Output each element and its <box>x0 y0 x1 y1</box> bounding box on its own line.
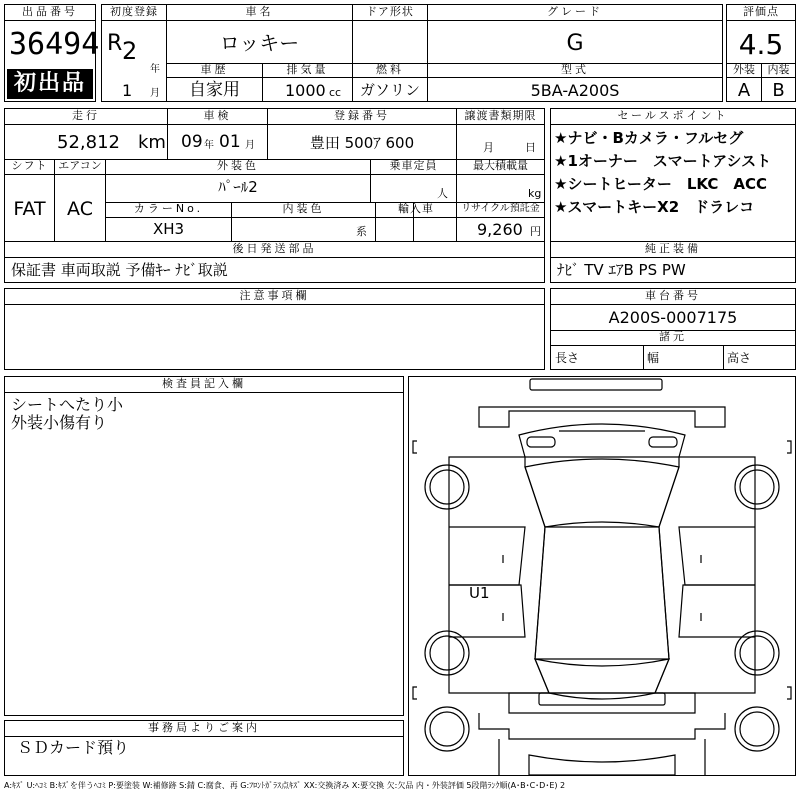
sales-point-item: ★スマートキーX2 ドラレコ <box>554 198 755 216</box>
later-parts-value: 保証書 車両取説 予備ｷｰ ﾅﾋﾞ取説 <box>11 261 228 279</box>
chassis-header: 車台番号 <box>645 289 701 302</box>
plate-header: 登録番号 <box>334 109 390 122</box>
lot-number: 36494 <box>9 27 100 62</box>
recycle-unit: 円 <box>530 225 541 238</box>
details-grid <box>4 108 545 242</box>
mileage-header: 走行 <box>72 109 100 122</box>
sales-point-item: ★ナビ・Bカメラ・フルセグ <box>554 129 744 147</box>
spec-width-label: 幅 <box>647 351 660 365</box>
mileage-unit: km <box>138 132 166 153</box>
legend: A:ｷｽﾞ U:ﾍｺﾐ B:ｷｽﾞを伴うﾍｺﾐ P:要塗装 W:補修跡 S:錆 C:腐食、再 G:ﾌﾛﾝﾄｶﾞﾗｽ点ｷｽﾞ XX:交換済み X:要交換 欠:欠品 内・外装評価 5段階ﾗﾝｸ順(A･B･C･D･E) 2 <box>4 781 566 790</box>
registration-era: R <box>107 31 123 56</box>
history-header: 車歴 <box>200 63 229 76</box>
displacement-value: 1000 <box>285 81 326 100</box>
fuel-value: ガソリン <box>359 81 420 99</box>
interior-color-header: 内装色 <box>282 202 325 215</box>
spec-length-label: 長さ <box>555 351 580 365</box>
model-header: 型式 <box>561 63 589 76</box>
grade-header: グレード <box>547 5 603 18</box>
inspector-note: 外装小傷有り <box>11 413 108 432</box>
grade-value: G <box>566 31 584 56</box>
first-listing-badge: 初出品 <box>7 69 93 99</box>
exterior-color-value: ﾊﾟｰﾙ2 <box>218 178 258 196</box>
capacity-unit: 人 <box>437 187 448 200</box>
registration-month: 1 <box>122 81 133 100</box>
score-box <box>726 4 796 102</box>
later-parts-box <box>4 241 545 283</box>
office-value: ＳＤカード預り <box>17 738 130 757</box>
inspection-month: 01 <box>219 132 241 152</box>
top-info-grid <box>101 4 723 102</box>
car-diagram-box <box>408 376 796 776</box>
sales-point-item: ★1オーナー スマートアシスト <box>554 152 772 170</box>
lot-box <box>4 4 100 102</box>
exterior-score: A <box>737 80 751 101</box>
max-load-unit: kg <box>528 187 542 200</box>
specs-header: 諸元 <box>659 330 687 343</box>
aircon-value: AC <box>67 198 93 220</box>
interior-color-unit: 系 <box>356 225 367 238</box>
chassis-box <box>550 288 796 370</box>
office-box <box>4 720 404 776</box>
color-no-value: XH3 <box>152 220 185 238</box>
genuine-equipment-value: ﾅﾋﾞ TV ｴｱB PS PW <box>557 261 686 279</box>
score-header: 評価点 <box>743 5 779 18</box>
recycle-header: リサイクル預託金 <box>461 203 540 214</box>
notes-header: 注意事項欄 <box>239 289 310 302</box>
genuine-equipment-box <box>550 241 796 283</box>
inspector-note: シートへたり小 <box>11 395 124 414</box>
import-header: 輸入車 <box>398 202 434 215</box>
interior-score: B <box>772 80 785 101</box>
score-value: 4.5 <box>738 28 784 61</box>
inspection-header: 車検 <box>203 109 232 122</box>
inspector-box <box>4 376 404 716</box>
transfer-day-unit: 日 <box>525 141 536 154</box>
capacity-header: 乗車定員 <box>389 159 438 172</box>
fuel-header: 燃料 <box>376 63 404 76</box>
later-parts-header: 後日発送部品 <box>232 242 317 255</box>
sales-points-box <box>550 108 796 242</box>
registration-month-unit: 月 <box>150 88 160 99</box>
inspection-year: 09 <box>181 132 203 152</box>
lot-header: 出品番号 <box>22 5 78 18</box>
car-name-header: 車名 <box>245 5 274 18</box>
shift-header: シフト <box>11 159 48 172</box>
damage-mark: U1 <box>469 584 490 602</box>
displacement-unit: cc <box>329 86 342 99</box>
exterior-color-header: 外装色 <box>217 159 259 172</box>
history-value: 自家用 <box>189 80 240 100</box>
sales-points-header: セールスポイント <box>617 109 729 122</box>
registration-header: 初度登録 <box>110 5 158 18</box>
model-value: 5BA-A200S <box>530 81 620 100</box>
notes-box <box>4 288 545 370</box>
inspection-year-unit: 年 <box>204 140 214 151</box>
registration-year-unit: 年 <box>150 64 160 75</box>
max-load-header: 最大積載量 <box>473 159 528 172</box>
car-diagram <box>409 377 795 775</box>
genuine-equipment-header: 純正装備 <box>645 242 701 255</box>
displacement-header: 排気量 <box>286 63 329 76</box>
registration-year: 2 <box>122 37 138 65</box>
inspection-month-unit: 月 <box>245 140 255 151</box>
aircon-header: エアコン <box>58 159 102 172</box>
chassis-value: A200S-0007175 <box>608 308 738 327</box>
office-header: 事務局よりご案内 <box>148 721 260 734</box>
inspector-header: 検査員記入欄 <box>162 377 246 390</box>
shift-value: FAT <box>13 198 46 220</box>
color-no-header: カラーNo. <box>133 202 204 215</box>
spec-height-label: 高さ <box>727 351 752 365</box>
car-name-value: ロッキー <box>219 31 300 55</box>
mileage-value: 52,812 <box>57 132 120 153</box>
door-header: ドア形状 <box>366 5 414 18</box>
transfer-header: 譲渡書類期限 <box>464 109 537 122</box>
sales-point-item: ★シートヒーター LKC ACC <box>554 175 767 193</box>
recycle-value: 9,260 <box>477 220 523 239</box>
plate-value: 豊田 500ｱ 600 <box>309 134 415 152</box>
exterior-score-header: 外装 <box>733 63 755 76</box>
interior-score-header: 内装 <box>767 63 790 76</box>
transfer-month-unit: 月 <box>483 141 494 154</box>
